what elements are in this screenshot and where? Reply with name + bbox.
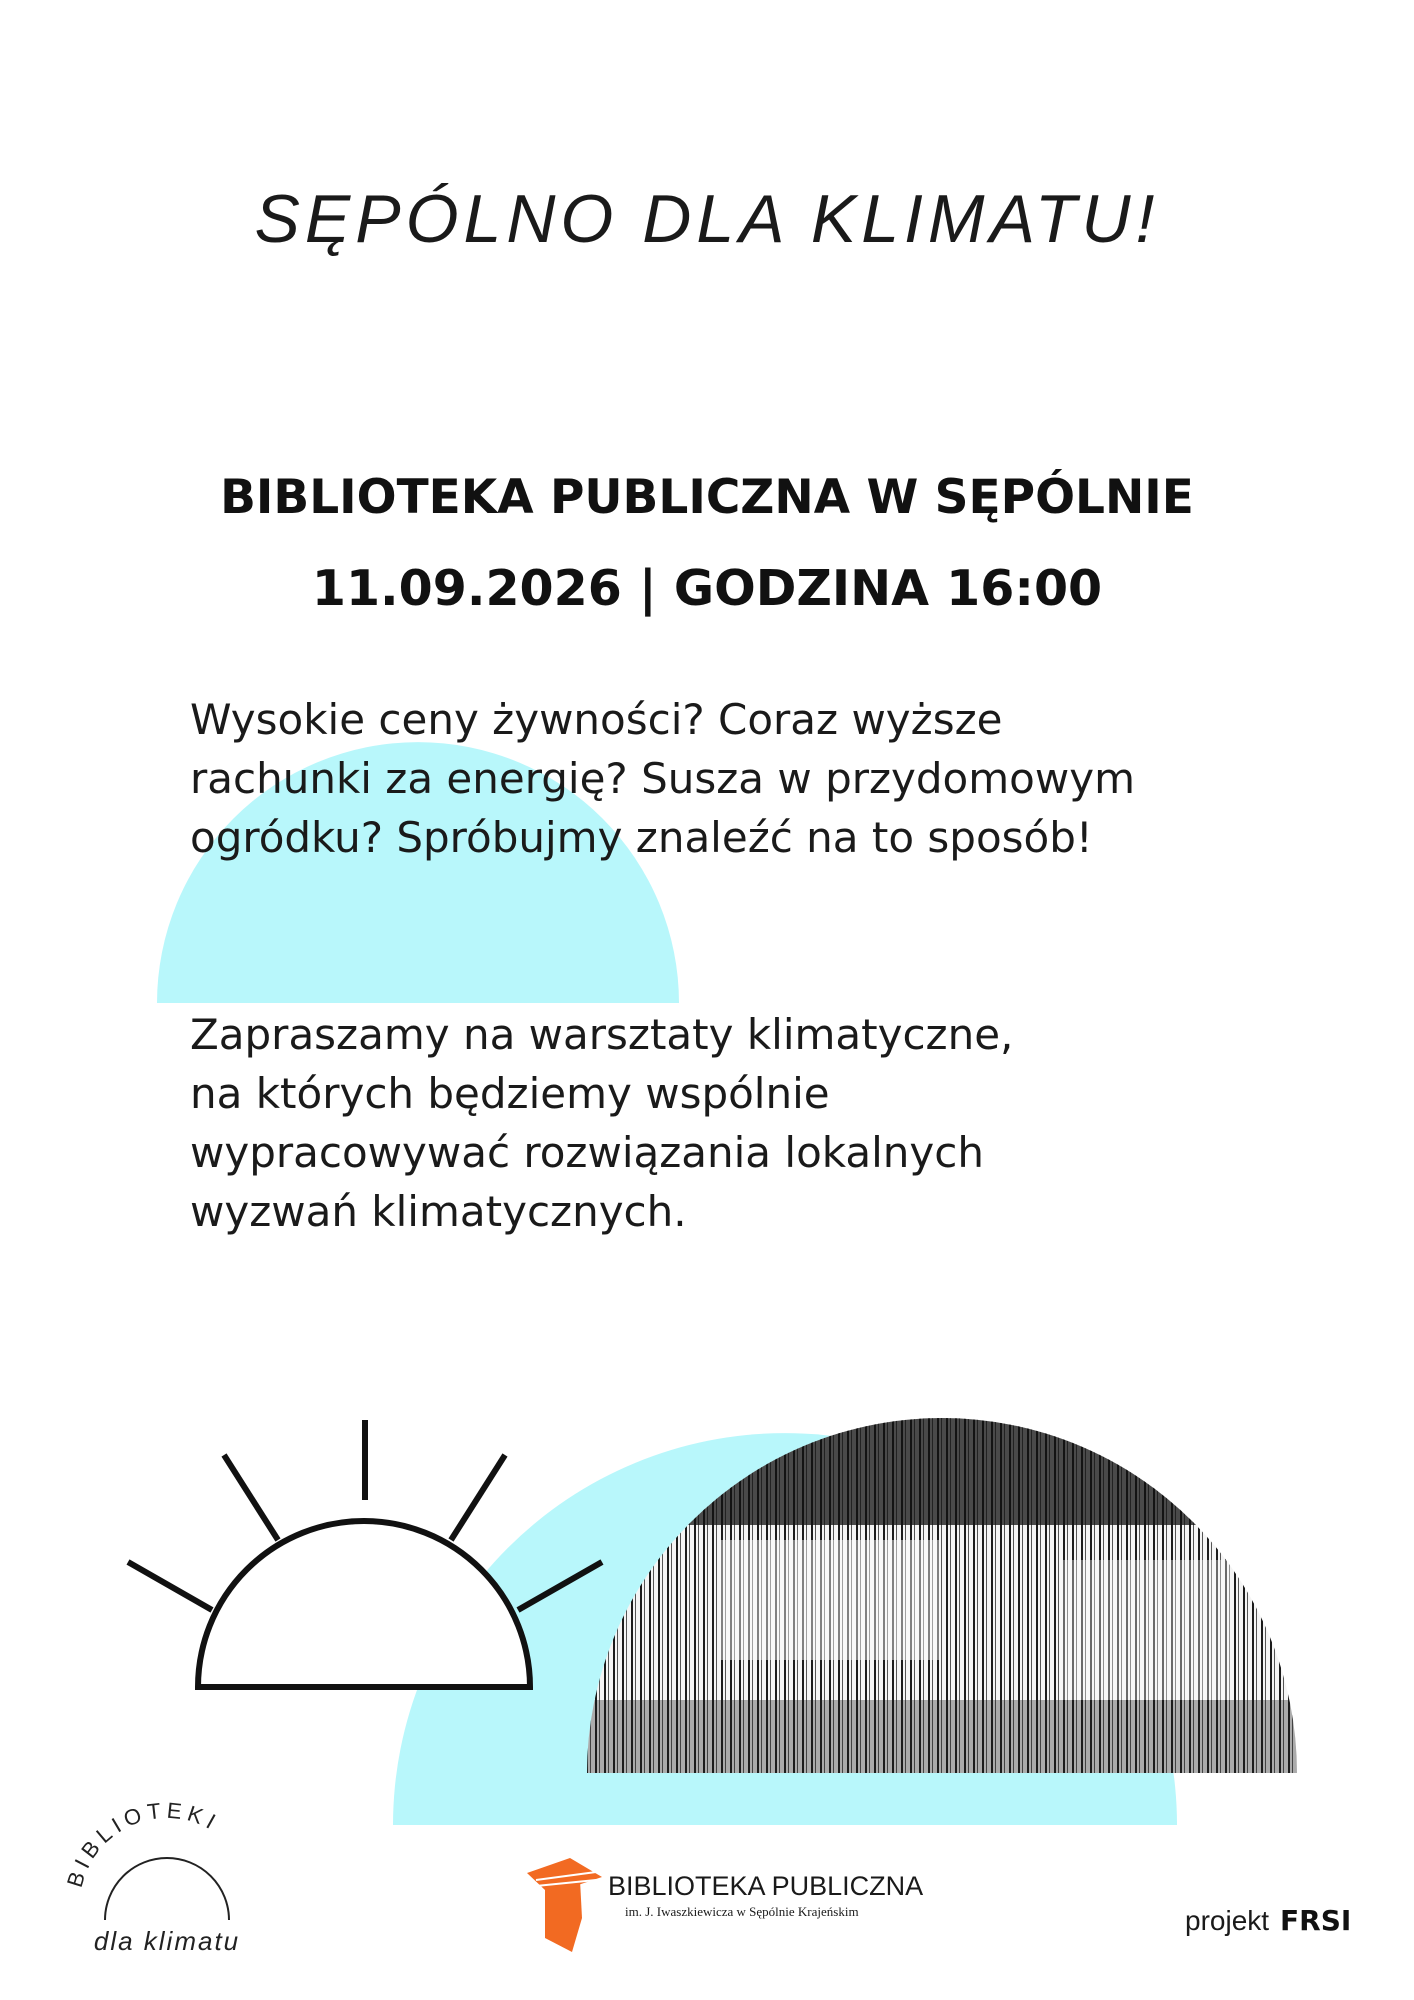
project-prefix: projekt <box>1185 1905 1270 1936</box>
library-subname: im. J. Iwaszkiewicza w Sępólnie Krajeńskim <box>625 1904 859 1919</box>
invite-line: Zapraszamy na warsztaty klimatyczne, <box>190 1010 1014 1059</box>
event-venue: BIBLIOTEKA PUBLICZNA W SĘPÓLNIE <box>220 470 1194 525</box>
intro-line: rachunki za energię? Susza w przydomowym <box>190 754 1135 803</box>
event-datetime: 11.09.2026 | GODZINA 16:00 <box>311 560 1103 617</box>
library-name: BIBLIOTEKA PUBLICZNA <box>608 1871 924 1901</box>
logo-arc-text: BIBLIOTEKI <box>61 1797 225 1891</box>
biblioteki-dla-klimatu-logo <box>62 1798 240 1956</box>
intro-line: ogródku? Spróbujmy znaleźć na to sposób! <box>190 813 1093 862</box>
frsi-brand: FRSI <box>1280 1904 1352 1937</box>
logo-arc <box>105 1858 229 1920</box>
intro-line: Wysokie ceny żywności? Coraz wyższe <box>190 695 1003 744</box>
library-logo-icon <box>527 1858 604 1952</box>
invite-line: wypracowywać rozwiązania lokalnych <box>190 1128 984 1177</box>
invite-line: wyzwań klimatycznych. <box>190 1187 687 1236</box>
svg-text:BIBLIOTEKI <box>62 1798 224 1891</box>
logo-subtitle: dla klimatu <box>93 1926 241 1956</box>
page-title: SĘPÓLNO DLA KLIMATU! <box>254 181 1160 257</box>
invite-line: na których będziemy wspólnie <box>190 1069 830 1118</box>
